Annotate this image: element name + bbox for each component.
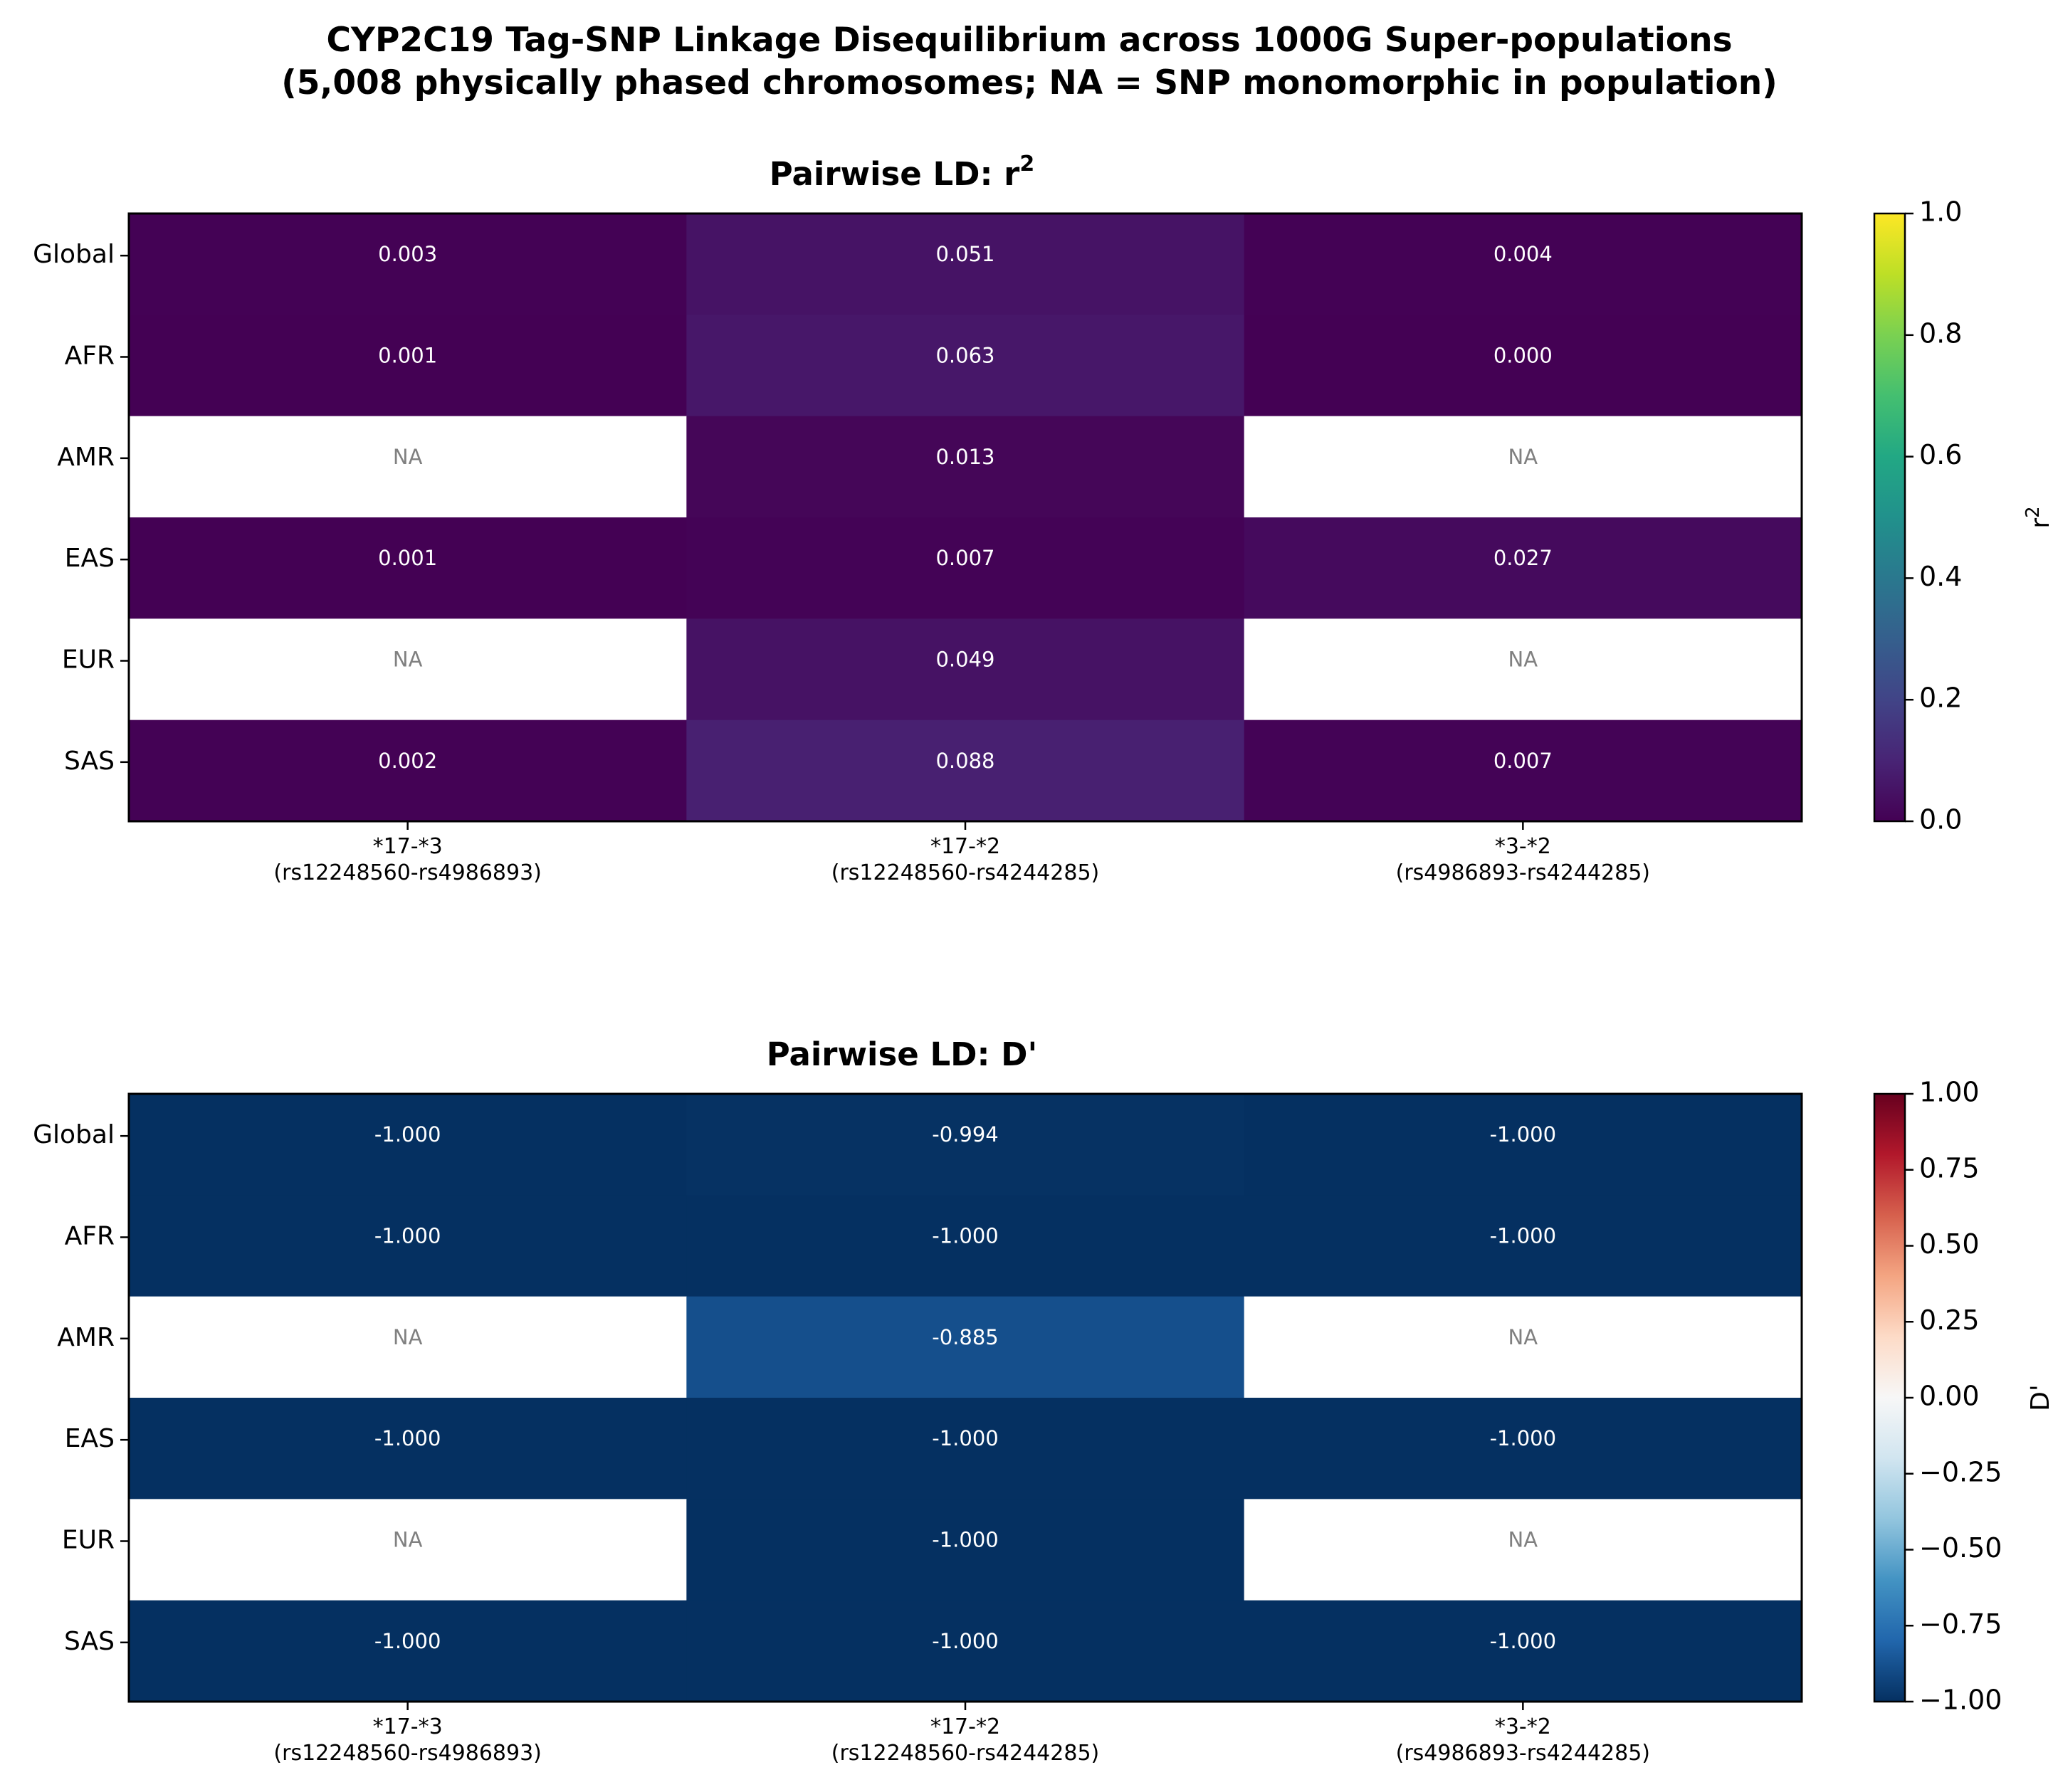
r2-x-axis — [273, 821, 1650, 885]
r2-y-tick-label: EAS — [64, 544, 115, 574]
dprime-x-tick-label: *17-*2 — [930, 1714, 1001, 1739]
dprime-colorbar-tick-label: 0.00 — [1919, 1380, 1980, 1412]
dprime-cell-label: -1.000 — [374, 1628, 441, 1653]
r2-cell-label: 0.001 — [378, 546, 438, 571]
dprime-y-tick-label: AMR — [57, 1322, 115, 1352]
dprime-x-tick-sublabel: (rs12248560-rs4986893) — [273, 1741, 542, 1766]
r2-cell-label: NA — [1508, 647, 1538, 672]
dprime-cell-label: NA — [1508, 1324, 1538, 1349]
dprime-heatmap-cells — [129, 1094, 1802, 1702]
r2-colorbar-tick-label: 0.6 — [1919, 439, 1963, 471]
dprime-cell-label: -1.000 — [374, 1122, 441, 1147]
r2-cell-label: 0.003 — [378, 242, 438, 267]
r2-cell-label: 0.051 — [935, 242, 995, 267]
figure-title-line2: (5,008 physically phased chromosomes; NA = SNP monomorphic in population) — [281, 63, 1778, 102]
r2-cell-label: 0.063 — [935, 343, 995, 368]
r2-heatmap-panel — [33, 152, 2055, 885]
r2-x-tick-sublabel: (rs12248560-rs4244285) — [831, 860, 1100, 885]
r2-cell-label: NA — [392, 647, 423, 672]
dprime-cell-label: -0.994 — [932, 1122, 999, 1147]
dprime-cell-label: -0.885 — [932, 1324, 999, 1349]
r2-colorbar-tick-label: 1.0 — [1919, 196, 1963, 228]
r2-colorbar-tick-label: 0.8 — [1919, 317, 1963, 349]
r2-cell-label: 0.013 — [935, 444, 995, 469]
r2-y-tick-label: EUR — [61, 645, 115, 675]
dprime-cell-label: -1.000 — [932, 1223, 999, 1248]
dprime-heatmap-panel — [33, 1035, 2055, 1766]
dprime-x-axis — [273, 1702, 1650, 1766]
dprime-y-tick-label: EAS — [64, 1424, 115, 1454]
r2-cell-label: 0.000 — [1493, 343, 1553, 368]
dprime-panel-title: Pairwise LD: D' — [766, 1035, 1038, 1073]
r2-cell-label: 0.007 — [935, 546, 995, 571]
r2-colorbar-tick-label: 0.2 — [1919, 682, 1963, 714]
r2-x-tick-sublabel: (rs4986893-rs4244285) — [1395, 860, 1651, 885]
dprime-cell-label: -1.000 — [1489, 1426, 1557, 1451]
r2-colorbar-ticks — [1905, 196, 1962, 836]
dprime-colorbar-tick-label: −0.50 — [1919, 1532, 2002, 1564]
r2-cell-label: 0.002 — [378, 748, 438, 773]
dprime-cell-label: -1.000 — [932, 1628, 999, 1653]
dprime-y-tick-label: Global — [33, 1120, 115, 1150]
r2-x-tick-label: *17-*2 — [930, 834, 1001, 859]
dprime-cell-label: -1.000 — [374, 1426, 441, 1451]
r2-colorbar-tick-label: 0.0 — [1919, 803, 1963, 836]
r2-y-tick-label: AMR — [57, 442, 115, 472]
r2-x-tick-label: *17-*3 — [372, 834, 443, 859]
r2-cell-label: 0.088 — [935, 748, 995, 773]
dprime-colorbar-tick-label: 0.75 — [1919, 1152, 1980, 1184]
r2-y-tick-label: AFR — [64, 341, 115, 371]
r2-x-tick-sublabel: (rs12248560-rs4986893) — [273, 860, 542, 885]
dprime-cell-label: -1.000 — [932, 1527, 999, 1552]
r2-colorbar-tick-label: 0.4 — [1919, 560, 1963, 592]
dprime-cell-label: -1.000 — [374, 1223, 441, 1248]
dprime-colorbar — [1874, 1094, 1905, 1702]
r2-colorbar-label: $r^2$ — [2022, 506, 2055, 529]
r2-cell-label: NA — [1508, 444, 1538, 469]
dprime-cell-label: NA — [392, 1527, 423, 1552]
r2-panel-title: Pairwise LD: $r^2$ — [769, 152, 1035, 193]
dprime-colorbar-tick-label: 0.50 — [1919, 1228, 1980, 1260]
r2-y-tick-label: SAS — [64, 746, 115, 776]
dprime-cell-label: -1.000 — [1489, 1223, 1557, 1248]
dprime-colorbar-ticks — [1905, 1077, 2002, 1716]
dprime-x-tick-sublabel: (rs12248560-rs4244285) — [831, 1741, 1100, 1766]
r2-y-axis — [33, 240, 129, 776]
dprime-colorbar-tick-label: 0.25 — [1919, 1304, 1980, 1336]
dprime-x-tick-label: *3-*2 — [1494, 1714, 1551, 1739]
r2-cell-label: 0.027 — [1493, 546, 1553, 571]
dprime-colorbar-tick-label: −0.75 — [1919, 1608, 2002, 1640]
dprime-x-tick-sublabel: (rs4986893-rs4244285) — [1395, 1741, 1651, 1766]
r2-cell-label: 0.007 — [1493, 748, 1553, 773]
r2-cell-label: NA — [392, 444, 423, 469]
r2-colorbar — [1874, 214, 1905, 821]
dprime-y-tick-label: SAS — [64, 1626, 115, 1656]
figure-title-line1: CYP2C19 Tag-SNP Linkage Disequilibrium across 1000G Super-populations — [326, 21, 1733, 60]
r2-x-tick-label: *3-*2 — [1494, 834, 1551, 859]
dprime-colorbar-tick-label: −0.25 — [1919, 1456, 2002, 1488]
dprime-cell-label: -1.000 — [932, 1426, 999, 1451]
dprime-y-tick-label: AFR — [64, 1221, 115, 1251]
r2-cell-label: 0.004 — [1493, 242, 1553, 267]
r2-heatmap-cells — [129, 214, 1802, 822]
r2-cell-label: 0.049 — [935, 647, 995, 672]
r2-cell-label: 0.001 — [378, 343, 438, 368]
dprime-colorbar-label: D' — [2026, 1384, 2055, 1411]
dprime-cell-label: NA — [392, 1324, 423, 1349]
dprime-cell-label: -1.000 — [1489, 1628, 1557, 1653]
dprime-cell-label: NA — [1508, 1527, 1538, 1552]
dprime-x-tick-label: *17-*3 — [372, 1714, 443, 1739]
dprime-colorbar-tick-label: 1.00 — [1919, 1076, 1980, 1108]
dprime-cell-label: -1.000 — [1489, 1122, 1557, 1147]
dprime-colorbar-tick-label: −1.00 — [1919, 1684, 2002, 1716]
r2-y-tick-label: Global — [33, 240, 115, 270]
dprime-y-tick-label: EUR — [61, 1525, 115, 1555]
dprime-y-axis — [33, 1120, 129, 1656]
